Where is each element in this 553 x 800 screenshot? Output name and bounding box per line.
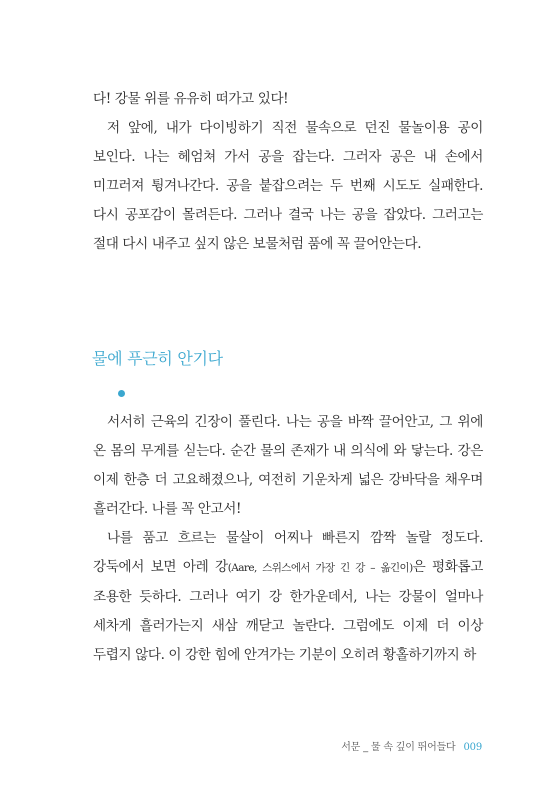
running-title: 서문 _ 물 속 깊이 뛰어들다 bbox=[341, 742, 456, 753]
section-bullet-dot bbox=[118, 390, 125, 397]
paragraph-ball: 저 앞에, 내가 다이빙하기 직전 물속으로 던진 물놀이용 공이 보인다. 나는 헤엄쳐 가서 공을 잡는다. 그러자 공은 내 손에서 미끄러져 튕겨나간다. 공을 붙잡으려는 두 번째 시도도 실패한다. 다시 공포감이 몰려든다. 그러나 결국 나는 공을 잡았다. 그러고는 절대 다시 내주고 싶지 않은 보물처럼 품에 꼭 끌어안는다. bbox=[93, 120, 483, 252]
paragraph-relax: 서서히 근육의 긴장이 풀린다. 나는 공을 바짝 끌어안고, 그 위에 온 몸의 무게를 싣는다. 순간 물의 존재가 내 의식에 와 닿는다. 강은 이제 한층 더 고요해졌으나, 여전히 기운차게 넓은 강바닥을 채우며 흘러간다. 나를 꼭 안고서! bbox=[93, 414, 483, 517]
paragraph-current bbox=[93, 524, 483, 670]
paragraph-current-end: 은 평화롭고 조용한 듯하다. 그러나 여기 강 한가운데서, 나는 강물이 얼마나 세차게 흘러가는지 새삼 깨닫고 놀란다. 그럼에도 이제 더 이상 두렵지 않다. 이 강한 힘에 안겨가는 기분이 오히려 황홀하기까지 하 bbox=[93, 559, 483, 663]
section-heading: 물에 푸근히 안기다 bbox=[92, 349, 223, 368]
paragraph-continuation: 다! 강물 위를 유유히 떠가고 있다! bbox=[93, 91, 289, 107]
text-block-bottom bbox=[93, 408, 483, 670]
page-footer bbox=[341, 738, 482, 753]
translator-note: (Aare, 스위스에서 가장 긴 강 – 옮긴이) bbox=[227, 562, 413, 574]
text-block-top bbox=[93, 85, 483, 259]
page-number: 009 bbox=[463, 742, 482, 753]
paragraph-current-start: 나를 품고 흐르는 물살이 어찌나 빠른지 깜짝 놀랄 정도다. 강둑에서 보면 아레 강 bbox=[93, 530, 483, 575]
